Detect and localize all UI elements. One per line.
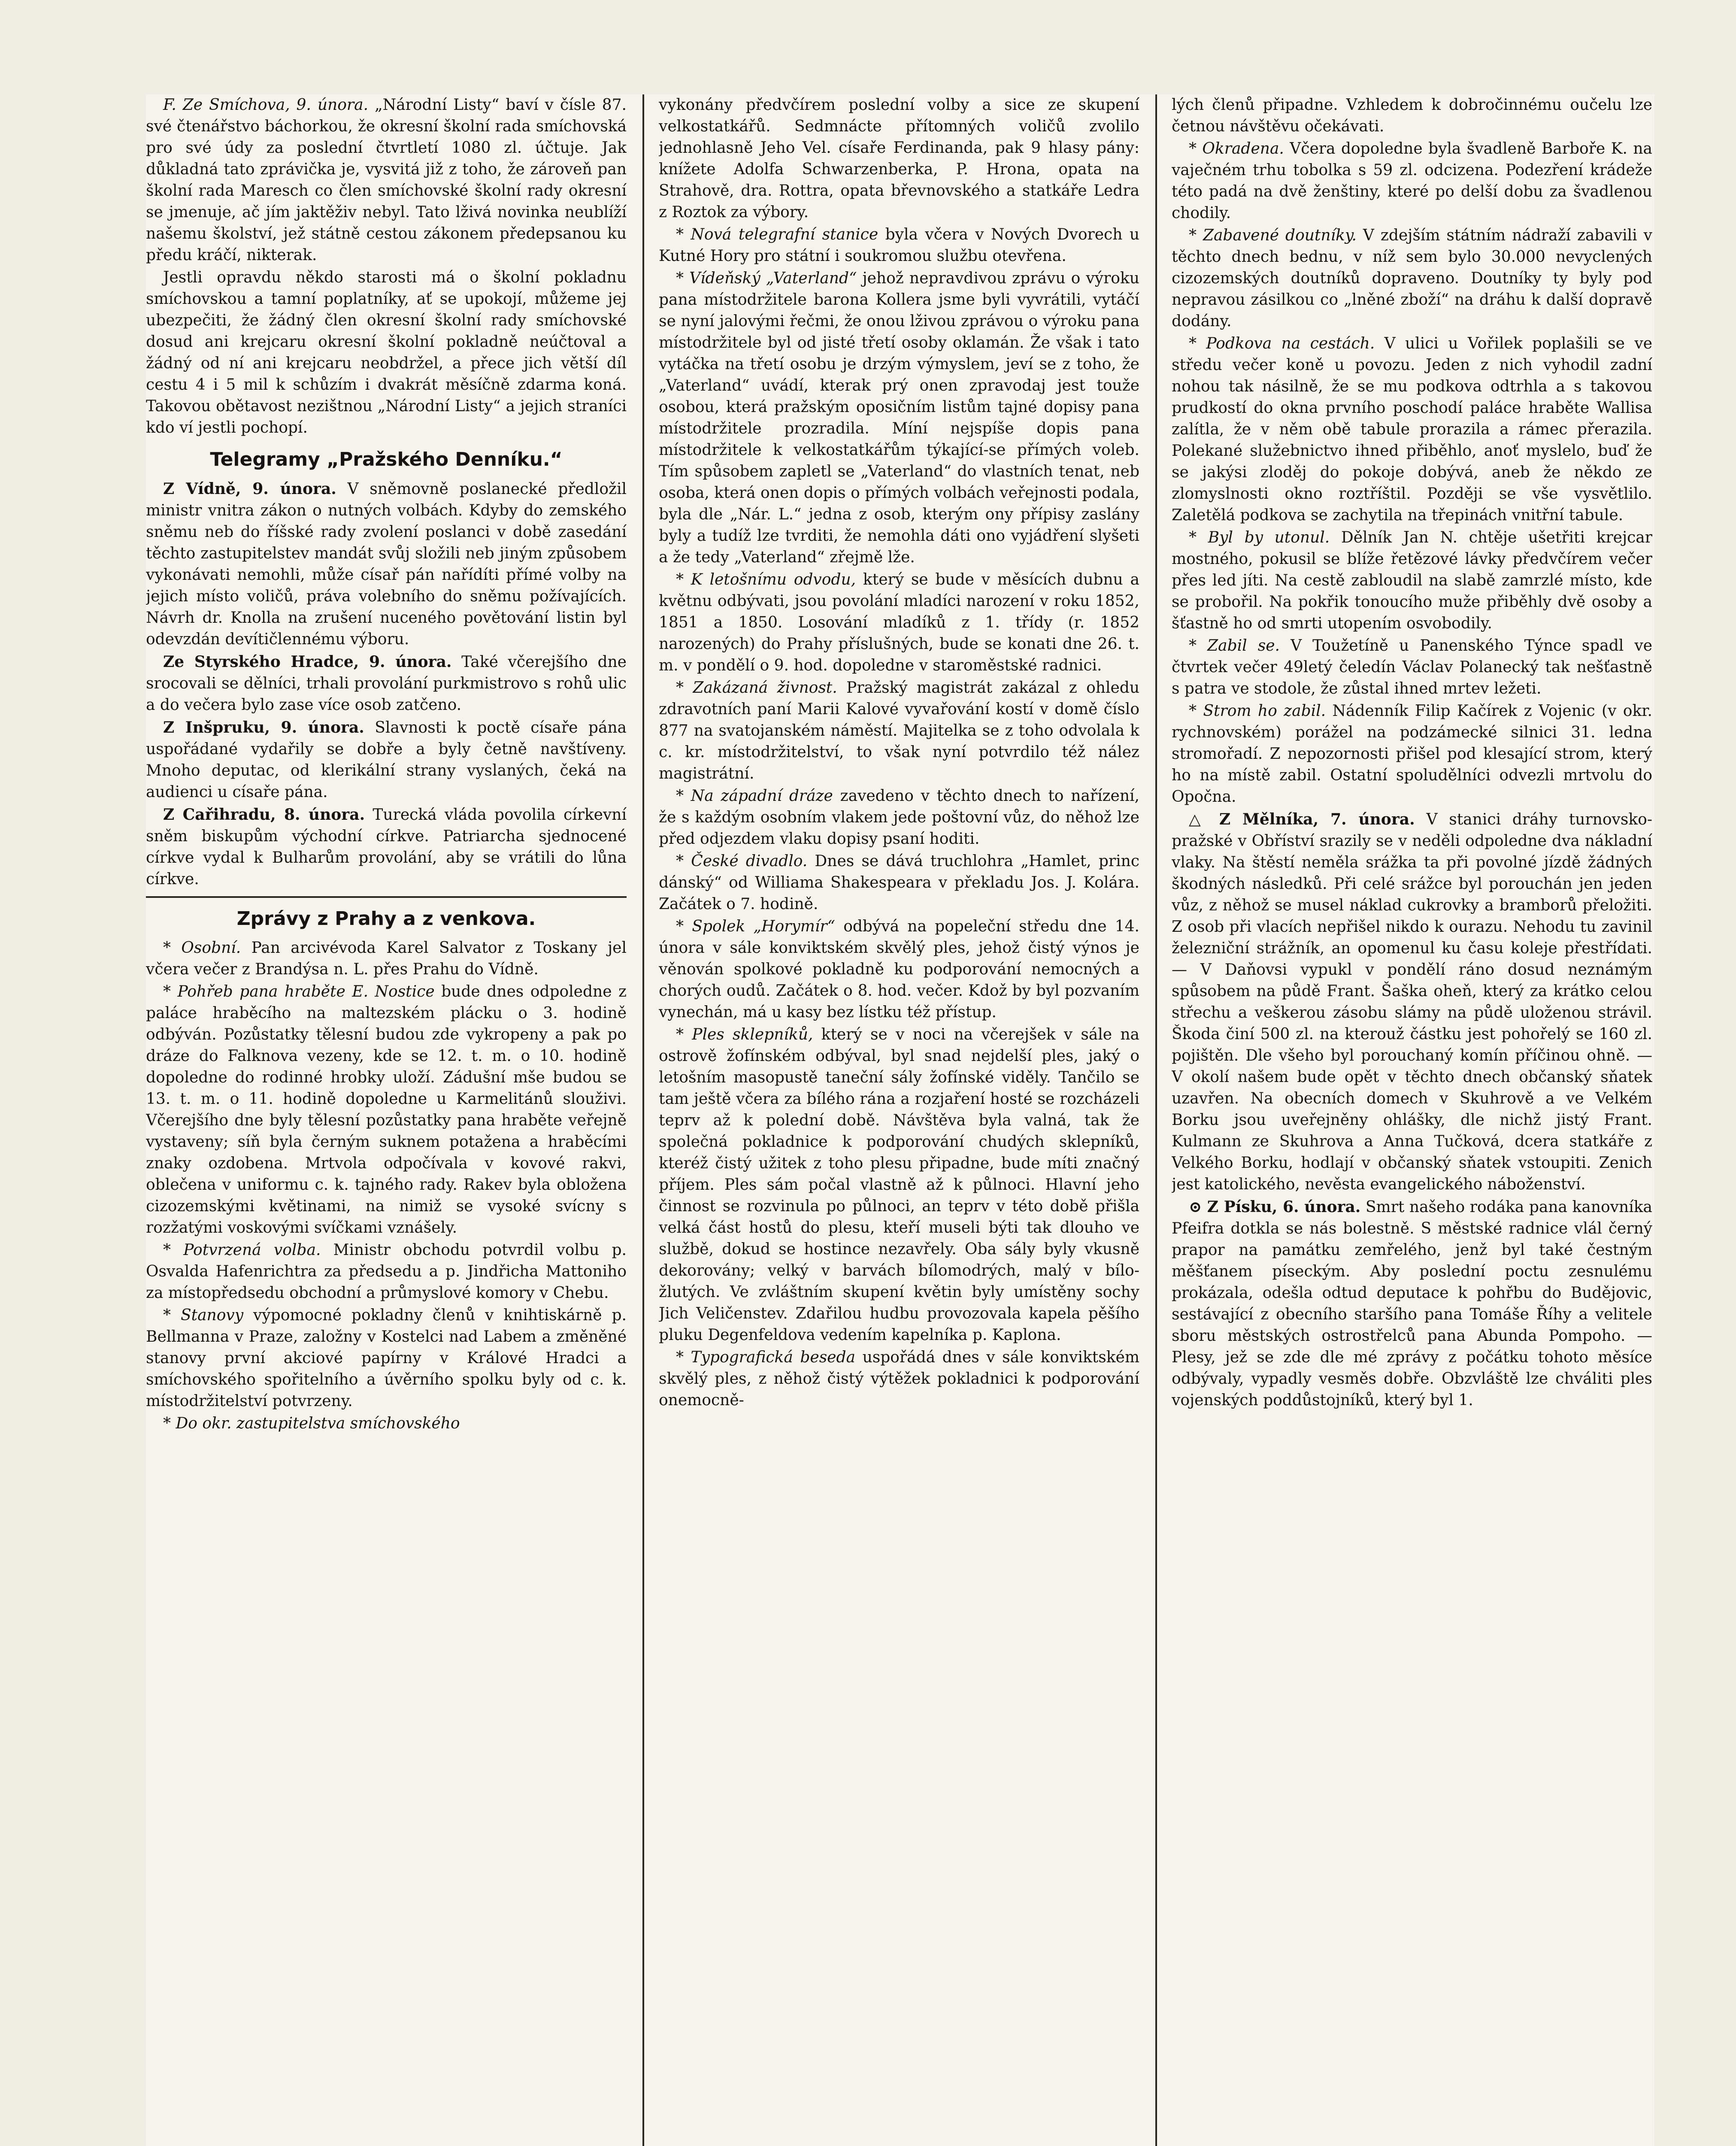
news-item	[146, 94, 627, 266]
column-2	[659, 94, 1139, 2146]
item-lead: Z Vídně, 9. února.	[163, 480, 336, 498]
news-item	[146, 1413, 627, 1434]
item-text: Slavnosti k poctě císaře pána uspořádané vydařily se dobře a byly četně navštíveny. Mnoho deputac, od klerikální strany vyslaných, čeká na audienci u císaře pána.	[146, 719, 627, 801]
column-divider	[1155, 94, 1157, 2146]
column-3	[1172, 94, 1652, 2146]
item-text: Pražský magistrát zakázal z ohledu zdravotních paní Marii Kalové vyvařování kostí v domě číslo 877 na svatojanském náměstí. Majitelka se z toho odvolala k c. kr. místodržitelství, to však nyní potvrdilo též nález magistrátní.	[659, 679, 1139, 782]
item-text: byla včera v Nových Dvorech u Kutné Hory pro státní i soukromou službu otevřena.	[659, 226, 1139, 265]
item-text: výpomocné pokladny členů v knihtiskárně p. Bellmanna v Praze, založny v Kostelci nad Labem a změněné stanovy první akciové papírny v Králové Hradci a smíchovského spořitelního a úvěrního spolku byly od c. k. místodržitelství potvrzeny.	[146, 1306, 627, 1410]
news-item	[146, 717, 627, 803]
newspaper-page	[146, 94, 1654, 2146]
item-text: jehož nepravdivou zprávu o výroku pana místodržitele barona Kollera jsme byli vyvrátili, vytáčí se nyní jalovými řečmi, že onou lživou zprávou o výroku pana místodržitele byl od jisté třetí osoby oklamán. Že však i tato vytáčka na třetí osobu je drzým výmyslem, jeví se z toho, že „Vaterland“ uvádí, kterak prý onen zpravodaj jest touže osobou, která pražským oposičním listům tajné dopisy pana místodržitele prozradila. Míní nejspíše dopis pana místodržitele k velkostatkářům týkající-se přímých voleb. Tím spůsobem zapletl se „Vaterland“ do vlastních tenat, neb osoba, která onen dopis o přímých volbách veřejnosti podala, byla dle „Nár. L.“ jedna z osob, kterým ony přípisy zaslány byly a tudíž lze tvrditi, že nemohla dáti ono vyjádření slyšeti a že tedy „Vaterland“ zřejmě lže.	[659, 270, 1139, 566]
news-item	[659, 785, 1139, 850]
news-item	[1172, 94, 1652, 137]
news-item	[1172, 700, 1652, 808]
column-divider	[642, 94, 644, 2146]
item-text: Smrt našeho rodáka pana kanovníka Pfeifra dotkla se nás bolestně. S městské radnice vlál černý prapor na památku zemřelého, jenž byl také čestným měšťanem píseckým. Aby poslední poctu zesnulému prokázala, odešla odtud deputace k pohřbu do Budějovic, sestávající z obecního staršího pana Tomáše Říhy a velitele sboru městských ostrostřelců pana Abunda Pompoho. — Plesy, jež se zde dle mé zprávy z počátku tohoto měsíce odbývaly, vypadly vesměs dobře. Obzvláště lze chváliti ples vojenských poddůstojníků, který byl 1.	[1172, 1198, 1652, 1409]
item-text: Pan arcivévoda Karel Salvator z Toskany jel včera večer z Brandýsa n. L. přes Prahu do Vídně.	[146, 939, 627, 978]
news-item	[1172, 1196, 1652, 1411]
item-lead: * Spolek „Horymír“	[676, 918, 835, 935]
item-text: uspořádá dnes v sále konviktském skvělý ples, z něhož čistý výtěžek pokladnici k podporování onemocně-	[659, 1349, 1139, 1409]
item-text: Dnes se dává truchlohra „Hamlet, princ dánský“ od Williama Shakespeara v překladu Jos. J. Kolára. Začátek o 7. hodině.	[659, 852, 1139, 913]
item-text: V stanici dráhy turnovsko-pražské v Obříství srazily se v neděli odpoledne dva nákladní vlaky. Na štěstí neměla srážka ta při povolné jízdě žádných škodných následků. Při celé srážce byl porouchán jen jeden vůz, z něhož se musel náklad cukrovky a bramborů přeložiti. Z osob při vlacích nepřišel nikdo k ourazu. Nehodu tu zavinil železniční strážník, an opomenul ku času koleje přestřídati. — V Daňovsi vypukl v pondělí ráno dosud neznámým spůsobem na půdě Frant. Šaška oheň, který za krátko celou střechu a veškerou zásobu slámy na půdě uloženou strávil. Škoda činí 500 zl. na kterouž částku jest pohořelý se 160 zl. pojištěn. Dle všeho byl porouchaný komín příčinou ohně. — V okolí našem bude opět v těchto dnech občanský sňatek uzavřen. Na obecních domech v Skuhrově a ve Velkém Borku jsou uveřejněny ohlášky, dle nichž jistý Frant. Kulmann ze Skuhrova a Anna Tučková, dcera statkáře z Velkého Borku, hodlají v občanský sňatek vstoupiti. Zenich jest katolického, nevěsta evangelického náboženství.	[1172, 811, 1652, 1193]
news-item	[1172, 809, 1652, 1195]
item-lead: * Zakázaná živnost.	[676, 679, 837, 697]
news-item	[659, 916, 1139, 1023]
item-text: který se v noci na včerejšek v sále na ostrově žofínském odbýval, byl snad nejdelší ples, jaký o letošním masopustě taneční sály žofínské viděly. Tančilo se tam ještě včera za bílého rána a rozjaření hosté se rozcházeli teprv až k polední době. Návštěva byla valná, tak že společná pokladnice k podporování chudých sklepníků, kteréž čistý užitek z toho plesu připadne, bude míti značný příjem. Ples sám počal vlastně až k půlnoci. Hlavní jeho činnost se rozvinula po půlnoci, an teprv v této době přišla velká část hostů do plesu, kteří museli býti tak dlouho ve službě, dokud se hostince nezavřely. Oba sály byly vkusně dekorovány; velký v barvách bílomodrých, malý v bílo-žlutých. Ve zvláštním skupení květin byly umístěny sochy Jich Veličenstev. Zdařilou hudbu provozovala kapela pěšího pluku Degenfeldova vedením kapelníka p. Kaplona.	[659, 1026, 1139, 1344]
item-lead: * Ples sklepníků,	[676, 1026, 813, 1043]
news-item	[146, 267, 627, 439]
news-item	[659, 94, 1139, 223]
item-lead: * Byl by utonul.	[1189, 529, 1330, 546]
section-heading: Telegramy „Pražského Denníku.“	[210, 449, 563, 470]
item-text: který se bude v měsících dubnu a květnu odbývati, jsou povolání mladíci narození v roku 1852, 1851 a 1850. Losování mladíků z 1. třídy (r. 1852 narozených) do Prahy příslušných, bude se konati dne 26. t. m. v pondělí o 9. hod. dopoledne v staroměstské radnici.	[659, 571, 1139, 674]
news-item	[146, 1305, 627, 1412]
column-1	[146, 94, 627, 2146]
item-lead: * Na západní dráze	[676, 787, 833, 805]
item-text: V sněmovně poslanecké předložil ministr vnitra zákon o nutných volbách. Kdyby do zemského sněmu neb do říšské rady zvolení poslanci v době zasedání těchto zastupitelstev mandát svůj složili neb jiným způsobem vykonávati nemohli, může císař pán nařídíti přímé volby na jejich místo voličů, práva volebního do sněmu požívajících. Návrh dr. Knolla na zrušení nuceného povětování listin byl odevzdán devítičlennému výboru.	[146, 480, 627, 648]
item-lead: Z Inšpruku, 9. února.	[163, 718, 364, 737]
item-lead: * Typografická beseda	[676, 1349, 855, 1366]
news-item	[659, 1024, 1139, 1346]
item-text: V ulici u Vořilek poplašili se ve středu večer koně u povozu. Jeden z nich vyhodil zadní nohou tak násilně, že se mu podkova odtrhla a s takovou prudkostí do okna prvního poschodí paláce hraběte Wallisa zalítla, že v něm obě tabule prorazila a rámec přerazila. Polekané služebnictvo ihned přiběhlo, anoť myslelo, buď že se jakýsi zloděj do pokoje dobývá, aneb že někdo ze zlomyslnosti okno roztříštil. Později se vše vysvětlilo. Zaletělá podkova se zachytila na třepinách vnitřní tabule.	[1172, 335, 1652, 524]
news-item	[1172, 527, 1652, 634]
news-item	[659, 1347, 1139, 1411]
item-lead: Ze Styrského Hradce, 9. února.	[163, 653, 452, 671]
item-text: Jestli opravdu někdo starosti má o školní pokladnu smíchovskou a tamní poplatníky, ať se upokojí, můžeme jej ubezpečiti, že žádný člen okresní školní rady smíchovské dosud ani krejcaru okresní školní pokladně neúčtoval a žádný od ní ani krejcaru neobdržel, a přece jich větší díl cestu 4 i 5 mil k schůzím i dvakrát měsíčně zdarma koná. Takovou obětavost nezištnou „Národní Listy“ a jejich straníci kdo ví jestli pochopí.	[146, 269, 627, 436]
item-lead: * České divadlo.	[676, 852, 808, 870]
item-text: Ministr obchodu potvrdil volbu p. Osvalda Hafenrichtra za předsedu a p. Jindřicha Mattoniho za místopředsedu obchodní a průmyslové komory v Chebu.	[146, 1241, 627, 1302]
item-text: „Národní Listy“ baví v čísle 87. své čtenářstvo báchorkou, že okresní školní rada smíchovská pro své údy za poslední čtvrtletí 1080 zl. účtuje. Jak důkladná tato zprávička je, vysvitá již z toho, že zároveň pan školní rada Maresch co člen smíchovské školní rady okresní se jmenuje, ač jím jaktěživ nebyl. Tato lživá novinka neublíží našemu školství, jež státně cestou zákonem předepsanou ku předu kráčí, nikterak.	[146, 96, 627, 264]
item-text: odbývá na popeleční středu dne 14. února v sále konviktském skvělý ples, jehož čistý výnos je věnován spolkové pokladně ku podporování nemocných a chorých oudů. Začátek o 8. hod. večer. Kdož by byl pozvaním vynechán, má u kasy bez lístku též přístup.	[659, 918, 1139, 1021]
news-item	[659, 268, 1139, 568]
item-lead: * Potvrzená volba.	[163, 1241, 321, 1259]
item-lead: * Strom ho zabil.	[1189, 702, 1326, 720]
news-item	[146, 981, 627, 1239]
news-item	[1172, 138, 1652, 224]
item-text: Turecká vláda povolila církevní sněm biskupům východní církve. Patriarcha sjednocené církve vydal k Bulharům provolání, aby se vrátili do lůna církve.	[146, 806, 627, 888]
item-text: lých členů připadne. Vzhledem k dobročinnému oučelu lze četnou návštěvu očekávati.	[1172, 96, 1652, 135]
section-heading: Zprávy z Prahy a z venkova.	[236, 908, 536, 930]
item-text: V zdejším státním nádraží zabavili v těchto dnech bednu, v níž sem bylo 30.000 nevyclených cizozemských doutníků dopraveno. Doutníky ty byly pod nepravou zásilkou co „lněné zboží“ na dráhu k další dopravě dodány.	[1172, 227, 1652, 330]
item-lead: * Podkova na cestách.	[1189, 335, 1375, 352]
item-text: vykonány předvčírem poslední volby a sice ze skupení velkostatkářů. Sedmnácte přítomných voličů zvolilo jednohlasně Jeho Vel. císaře Ferdinanda, pak 9 hlasy pány: knížete Adolfa Schwarzenberka, P. Hrona, opata na Strahově, dra. Rottra, opata břevnovského a statkáře Ledra z Roztok za výbory.	[659, 96, 1139, 221]
item-lead: * K letošnímu odvodu,	[676, 571, 856, 588]
item-lead: * Nová telegrafní stanice	[676, 226, 879, 243]
item-lead: * Okradena.	[1189, 140, 1284, 158]
item-text: Nádenník Filip Kačírek z Vojenic (v okr. rychnovském) porážel na podzámecké silnici 31. ledna stromořadí. Z nepozornosti přišel pod klesající strom, který ho na místě zabil. Ostatní spoludělníci odvezli mrtvolu do Opočna.	[1172, 702, 1652, 806]
news-item	[146, 651, 627, 716]
news-item	[659, 677, 1139, 785]
item-lead: Z Cařihradu, 8. února.	[163, 806, 365, 824]
item-text: Dělník Jan N. chtěje ušetřiti krejcar mostného, pokusil se blíže řetězové lávky předvčírem večer přes led jíti. Na cestě zabloudil na slabě zamrzlé místo, kde se probořil. Na pokřik tonoucího muže přiběhly dvě osoby a šťastně ho od smrti utopením osvobodily.	[1172, 529, 1652, 632]
item-text: Také včerejšího dne srocovali se dělníci, trhali provolání purkmistrovo s rohů ulic a do večera bylo zase více osob zatčeno.	[146, 653, 627, 714]
item-lead: * Zabavené doutníky.	[1189, 227, 1357, 244]
news-item	[659, 224, 1139, 267]
item-text: bude dnes odpoledne z paláce hraběcího na maltezském plácku o 3. hodině odbýván. Pozůstatky tělesní budou zde vykropeny a pak po dráze do Falknova vezeny, kde se 12. t. m. o 10. hodině dopoledne do rodinné hrobky uloží. Zádušní mše budou se 13. t. m. o 11. hodině dopoledne u Karmelitánů slouživi. Včerejšího dne byly tělesní pozůstatky pana hraběte veřejně vystaveny; síň byla černým suknem potažena a hraběcími znaky ozdobena. Mrtvola odpočívala v kovové rakvi, oblečena v uniformu c. k. tajného rady. Rakev byla obložena cizozemskými květinami, na nimiž se vysoké svícny s rozžatými voskovými svíčkami vznášely.	[146, 983, 627, 1237]
news-item	[659, 851, 1139, 915]
item-lead: F. Ze Smíchova, 9. února.	[163, 96, 369, 114]
news-item	[1172, 225, 1652, 332]
news-item	[659, 569, 1139, 676]
item-text: Včera dopoledne byla švadleně Barboře K. na vaječném trhu tobolka s 59 zl. odcizena. Podezření krádeže této padá na dvě ženštiny, které po delší dobu za švadlenou chodily.	[1172, 140, 1652, 222]
item-lead: △ Z Mělníka, 7. února.	[1189, 810, 1415, 828]
item-lead: * Stanovy	[163, 1306, 244, 1324]
item-lead: * Zabil se.	[1189, 637, 1280, 655]
item-lead: ⊙ Z Písku, 6. února.	[1189, 1198, 1361, 1216]
item-lead: * Do okr. zastupitelstva smíchovského	[163, 1415, 460, 1432]
news-item	[146, 1240, 627, 1304]
news-item	[1172, 333, 1652, 526]
item-text: zavedeno v těchto dnech to nařízení, že s každým osobním vlakem jede poštovní vůz, do něhož lze před odjezdem vlaku dopisy psaní hoditi.	[659, 787, 1139, 848]
item-lead: * Vídeňský „Vaterland“	[676, 270, 857, 287]
news-item	[1172, 635, 1652, 700]
item-lead: * Pohřeb pana hraběte E. Nostice	[163, 983, 435, 1000]
item-lead: * Osobní.	[163, 939, 241, 957]
news-item	[146, 804, 627, 890]
news-item	[146, 937, 627, 980]
section-rule	[146, 896, 627, 898]
news-item	[146, 478, 627, 650]
item-text: V Toužetíně u Panenského Týnce spadl ve čtvrtek večer 49letý čeledín Václav Polanecký tak nešťastně s patra ve stodole, že zůstal ihned mrtev ležeti.	[1172, 637, 1652, 697]
